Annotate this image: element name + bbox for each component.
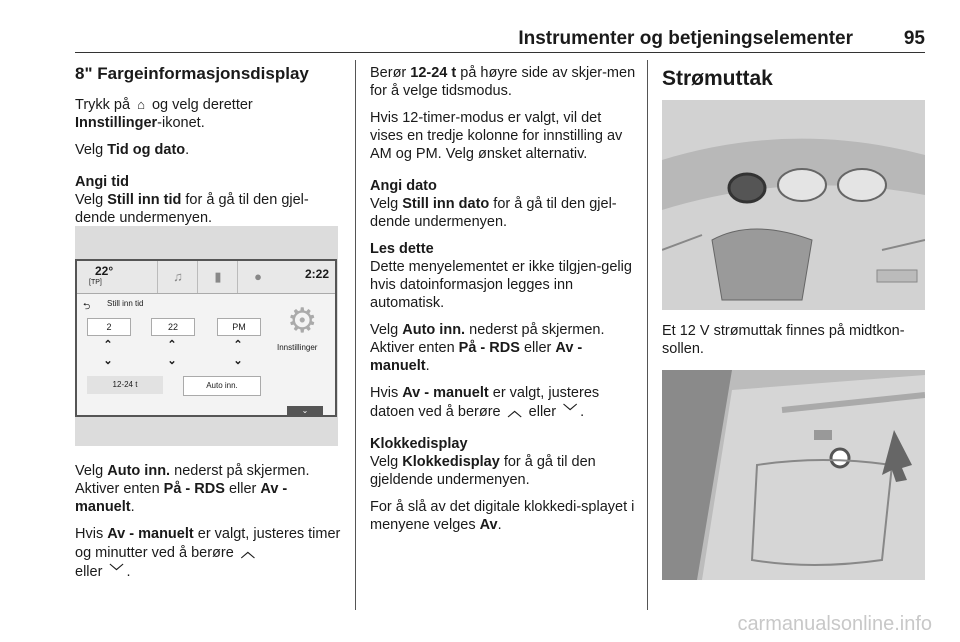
- paragraph: Velg Auto inn. nederst på skjermen. Aktiver enten På - RDS eller Av - manuelt.: [370, 322, 605, 374]
- paragraph: Berør 12-24 t på høyre side av skjer-men for å velge tidsmodus.: [370, 65, 636, 99]
- center-console-photo: [662, 100, 925, 310]
- paragraph: Velg Tid og dato.: [75, 142, 190, 158]
- paragraph: Hvis 12-timer-modus er valgt, vil det vises en tredje kolonne for innstilling av AM og PM. Velg ønsket alternativ.: [370, 110, 623, 162]
- column-3-lower: [662, 322, 927, 367]
- paragraph: Hvis Av - manuelt er valgt, justeres timer og minutter ved å berøre ︿ eller ﹀ .: [75, 526, 341, 580]
- settings-label: Innstillinger: [277, 343, 318, 352]
- auto-button: Auto inn.: [183, 376, 261, 396]
- chevron-down-icon: ⌄: [167, 355, 177, 367]
- subheading-clock-display: Klokkedisplay: [370, 436, 468, 452]
- home-icon: ⌂: [137, 97, 145, 112]
- chevron-down-icon: ⌄: [103, 355, 113, 367]
- ampm-field: PM: [217, 318, 261, 336]
- paragraph: Hvis Av - manuelt er valgt, justeres datoen ved å berøre ︿ eller ﹀ .: [370, 385, 600, 420]
- column-1: [75, 64, 345, 236]
- paragraph: Angi dato Velg Still inn dato for å gå til den gjel-dende undermenyen.: [370, 178, 617, 230]
- chevron-up-icon: ⌃: [103, 339, 113, 351]
- section-heading-power-outlet: Strømuttak: [662, 67, 773, 90]
- chevron-up-icon: ︿: [240, 544, 255, 560]
- paragraph: Angi tid Velg Still inn tid for å gå til den gjel-dende undermenyen.: [75, 174, 309, 226]
- header-rule: [75, 52, 925, 53]
- chevron-up-icon: ⌃: [167, 339, 177, 351]
- screen-frame: [75, 259, 337, 417]
- section-heading-display: 8" Fargeinformasjonsdisplay: [75, 64, 309, 83]
- paragraph: Velg Auto inn. nederst på skjermen. Aktiver enten På - RDS eller Av - manuelt.: [75, 463, 310, 515]
- note-box: [370, 240, 638, 312]
- phone-icon: ▮: [197, 261, 238, 293]
- page-header-title: Instrumenter og betjeningselementer: [518, 28, 853, 49]
- paragraph: Et 12 V strømuttak finnes på midtkon-sollen.: [662, 323, 905, 357]
- column-divider-1: [355, 60, 356, 610]
- back-arrow-icon: ⮌: [83, 301, 91, 311]
- info-icon: ●: [237, 261, 278, 293]
- temperature-readout: 22°: [95, 264, 114, 278]
- paragraph: Trykk på ⌂ og velg deretter Innstillinger-ikonet.: [75, 97, 253, 131]
- clock-readout: 2:22: [304, 267, 329, 281]
- chevron-down-icon: ⌄: [287, 406, 323, 416]
- music-icon: ♫: [157, 261, 198, 293]
- subheading-set-time: Angi tid: [75, 174, 129, 190]
- column-1-lower: [75, 462, 345, 590]
- column-2: [370, 64, 638, 543]
- screen-top-bar: [77, 261, 335, 294]
- chevron-up-icon: ︿: [507, 403, 522, 419]
- chevron-up-icon: ⌃: [233, 339, 243, 351]
- paragraph: Klokkedisplay Velg Klokkedisplay for å gå til den gjeldende undermenyen.: [370, 436, 596, 488]
- page-number: 95: [903, 28, 925, 49]
- column-divider-2: [647, 60, 648, 610]
- watermark: carmanualsonline.info: [737, 613, 932, 635]
- chevron-down-icon: ﹀: [109, 563, 124, 579]
- note-body: Dette menyelementet er ikke tilgjen-gelig hvis datoinformasjon legges inn automatisk.: [370, 259, 632, 311]
- submenu-title: Still inn tid: [107, 299, 144, 308]
- minute-field: 22: [151, 318, 195, 336]
- column-3: [662, 64, 927, 102]
- page-header: [75, 28, 925, 52]
- gear-icon: ⚙: [287, 302, 318, 340]
- chevron-down-icon: ⌄: [233, 355, 243, 367]
- paragraph: For å slå av det digitale klokkedi-splayet i menyene velges Av.: [370, 499, 635, 533]
- hour-field: 2: [87, 318, 131, 336]
- subheading-set-date: Angi dato: [370, 178, 437, 194]
- 12-24-button: 12-24 t: [87, 376, 163, 394]
- infotainment-screen-figure: [75, 226, 338, 446]
- chevron-down-icon: ﹀: [563, 403, 578, 419]
- tp-indicator: [TP]: [89, 279, 102, 286]
- note-title: Les dette: [370, 241, 434, 257]
- cargo-area-photo: [662, 370, 925, 580]
